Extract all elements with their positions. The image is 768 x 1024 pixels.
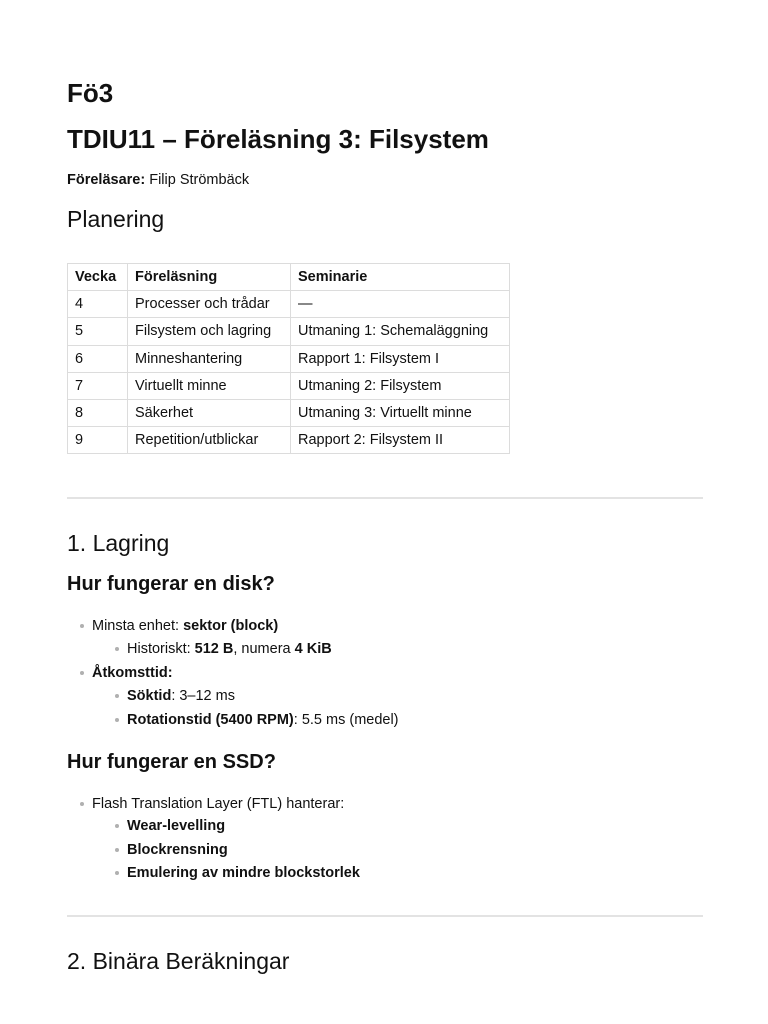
list-item [127, 711, 399, 729]
cell-week: 9 [68, 427, 128, 454]
cell-lecture: Säkerhet [128, 399, 291, 426]
table-row [68, 345, 510, 372]
cell-seminar: Utmaning 1: Schemaläggning [291, 318, 510, 345]
list-item-bold: Emulering av mindre blockstorlek [127, 865, 360, 881]
list-item-bold: Åtkomsttid: [92, 665, 173, 681]
cell-seminar: Utmaning 2: Filsystem [291, 372, 510, 399]
bullet-icon [115, 694, 119, 698]
cell-week: 4 [68, 291, 128, 318]
bullet-icon [80, 802, 84, 806]
table-row [68, 291, 510, 318]
table-header-row [68, 264, 510, 291]
page-title: TDIU11 – Föreläsning 3: Filsystem [67, 124, 489, 154]
bullet-icon [115, 871, 119, 875]
lecturer-line [67, 171, 249, 189]
list-item-text: Flash Translation Layer (FTL) hanterar: [92, 796, 345, 812]
table-row [68, 318, 510, 345]
cell-seminar: Utmaning 3: Virtuellt minne [291, 399, 510, 426]
document-label: Fö3 [67, 78, 114, 108]
cell-lecture: Virtuellt minne [128, 372, 291, 399]
cell-week: 8 [68, 399, 128, 426]
section-heading-storage: 1. Lagring [67, 530, 170, 556]
list-item [127, 864, 360, 882]
list-item-bold: Blockrensning [127, 842, 228, 858]
list-item [92, 664, 173, 682]
section-heading-binary: 2. Binära Beräkningar [67, 948, 290, 974]
subheading-disk: Hur fungerar en disk? [67, 573, 275, 595]
section-divider [67, 497, 703, 499]
cell-week: 7 [68, 372, 128, 399]
cell-seminar: Rapport 1: Filsystem I [291, 345, 510, 372]
list-item-bold: 512 B [194, 641, 234, 657]
section-divider [67, 915, 703, 917]
table-row [68, 427, 510, 454]
list-item-text: , numera [233, 641, 295, 657]
table-row [68, 372, 510, 399]
list-item-bold: Söktid [127, 688, 172, 704]
lecturer-label: Föreläsare: [67, 172, 146, 188]
subheading-ssd: Hur fungerar en SSD? [67, 751, 276, 773]
list-item-text: Historiskt: [127, 641, 195, 657]
list-item-bold: sektor (block) [183, 618, 279, 634]
cell-week: 6 [68, 345, 128, 372]
planning-table [67, 263, 510, 454]
cell-lecture: Repetition/utblickar [128, 427, 291, 454]
column-header-seminar: Seminarie [291, 264, 510, 291]
bullet-icon [115, 647, 119, 651]
list-item-text: Minsta enhet: [92, 618, 184, 634]
list-item [127, 841, 228, 859]
list-item [92, 617, 278, 635]
list-item-bold: Rotationstid (5400 RPM) [127, 712, 294, 728]
cell-lecture: Processer och trådar [128, 291, 291, 318]
lecturer-name: Filip Strömbäck [149, 172, 250, 188]
list-item [92, 795, 344, 813]
table-row [68, 399, 510, 426]
planning-heading: Planering [67, 206, 165, 232]
list-item [127, 687, 235, 705]
cell-lecture: Filsystem och lagring [128, 318, 291, 345]
list-item-bold: Wear-levelling [127, 818, 226, 834]
bullet-icon [115, 718, 119, 722]
column-header-lecture: Föreläsning [128, 264, 291, 291]
cell-week: 5 [68, 318, 128, 345]
bullet-icon [115, 824, 119, 828]
list-item-text: : 3–12 ms [171, 688, 235, 704]
list-item [127, 640, 332, 658]
list-item-text: : 5.5 ms (medel) [293, 712, 399, 728]
bullet-icon [80, 624, 84, 628]
cell-seminar: Rapport 2: Filsystem II [291, 427, 510, 454]
list-item [127, 817, 225, 835]
cell-seminar: — [291, 291, 510, 318]
bullet-icon [80, 671, 84, 675]
list-item-bold: 4 KiB [294, 641, 332, 657]
bullet-icon [115, 848, 119, 852]
cell-lecture: Minneshantering [128, 345, 291, 372]
column-header-week: Vecka [68, 264, 128, 291]
